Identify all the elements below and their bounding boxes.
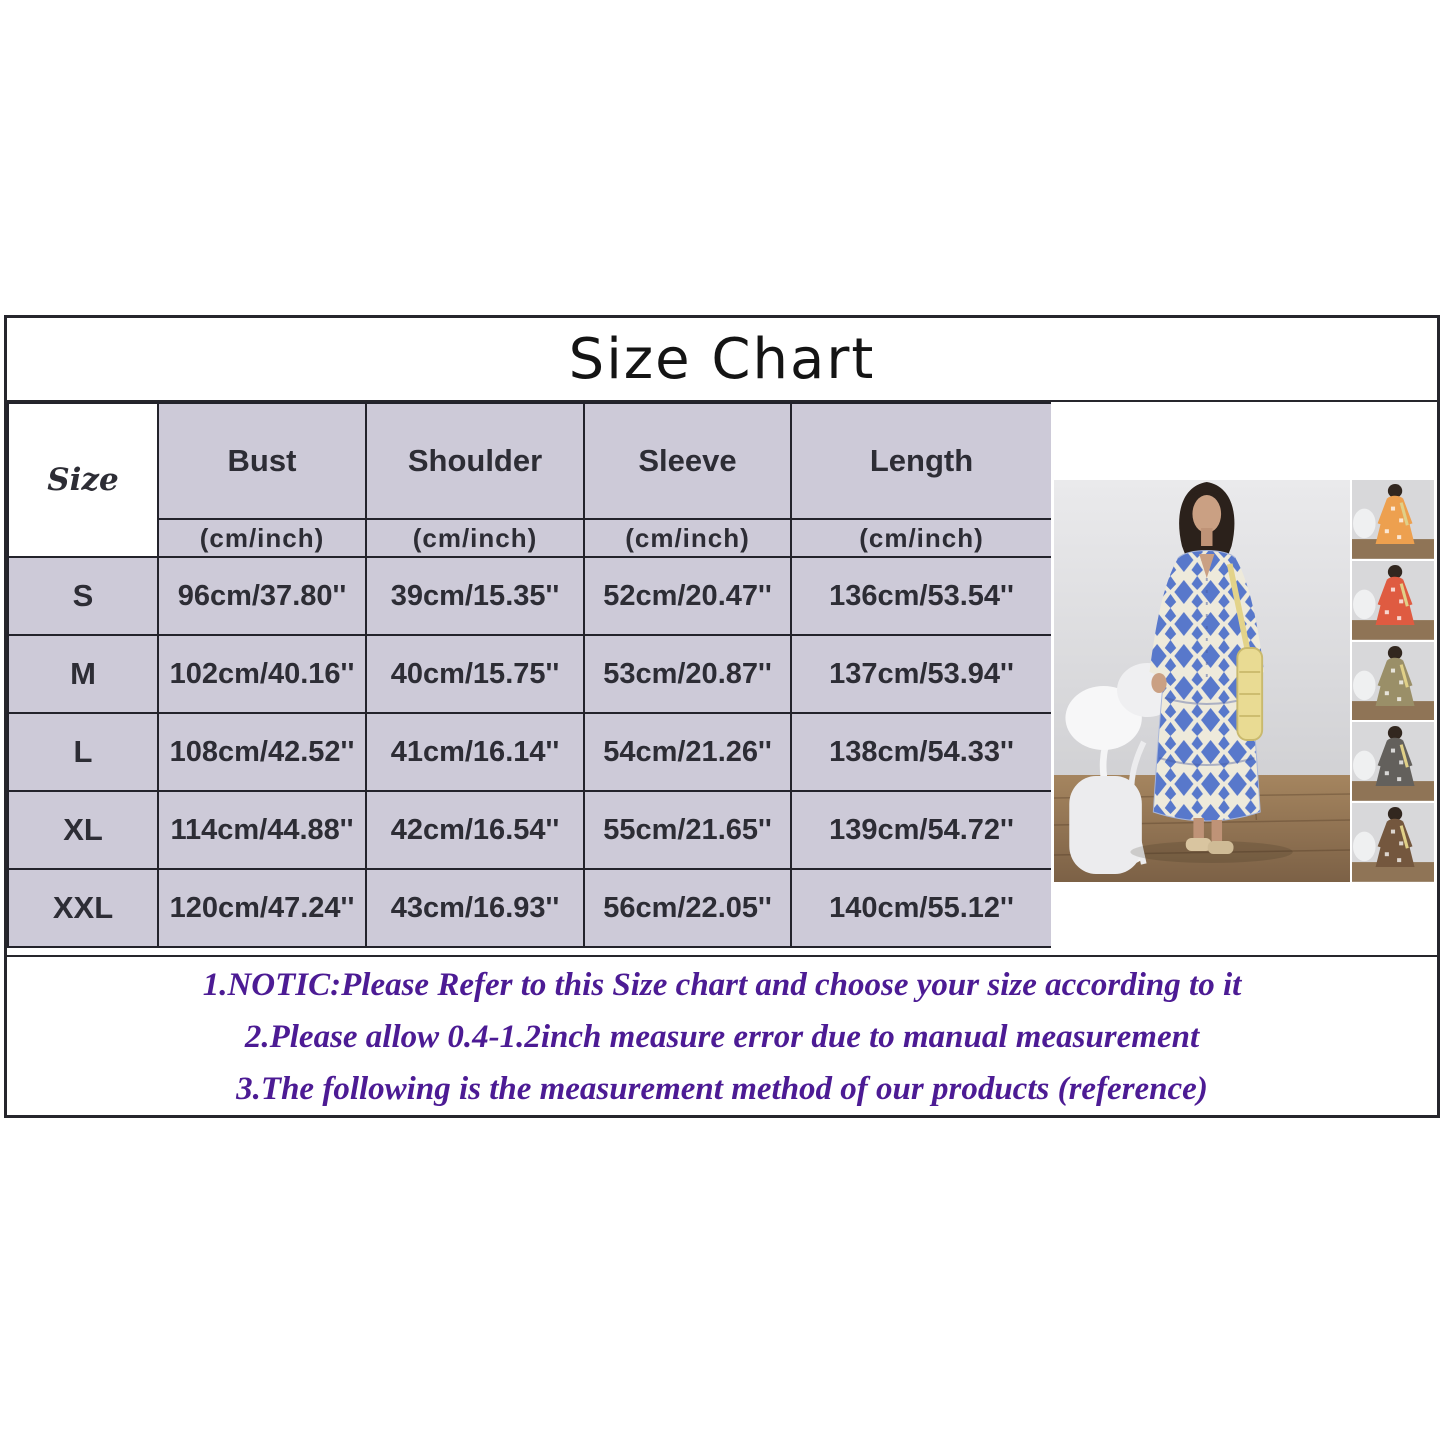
size-row-xxl — [8, 869, 1052, 947]
cell-length: 140cm/55.12'' — [791, 869, 1052, 947]
table-header-row — [8, 403, 1052, 519]
unit-row — [8, 519, 1052, 557]
cell-length: 138cm/54.33'' — [791, 713, 1052, 791]
unit-label: (cm/inch) — [791, 519, 1052, 557]
cell-sleeve: 54cm/21.26'' — [584, 713, 791, 791]
cell-shoulder: 39cm/15.35'' — [366, 557, 584, 635]
variant-dress-icon — [1352, 642, 1434, 721]
column-header-length: Length — [791, 403, 1052, 519]
cell-sleeve: 56cm/22.05'' — [584, 869, 791, 947]
cell-bust: 120cm/47.24'' — [158, 869, 366, 947]
variant-dress-icon — [1352, 803, 1434, 882]
cell-length: 139cm/54.72'' — [791, 791, 1052, 869]
cell-length: 137cm/53.94'' — [791, 635, 1052, 713]
cell-bust: 114cm/44.88'' — [158, 791, 366, 869]
cell-shoulder: 40cm/15.75'' — [366, 635, 584, 713]
notes-section — [7, 955, 1437, 1116]
unit-label: (cm/inch) — [158, 519, 366, 557]
cell-bust: 102cm/40.16'' — [158, 635, 366, 713]
size-row-xl — [8, 791, 1052, 869]
face — [1192, 495, 1221, 533]
variant-dress-icon — [1352, 561, 1434, 640]
page-title: Size Chart — [7, 318, 1437, 402]
sandal — [1186, 838, 1212, 851]
column-header-shoulder: Shoulder — [366, 403, 584, 519]
sandal — [1208, 841, 1234, 854]
color-variant-thumbnails — [1352, 480, 1434, 882]
variant-thumbnail-khaki — [1352, 642, 1434, 721]
cell-shoulder: 43cm/16.93'' — [366, 869, 584, 947]
cell-length: 136cm/53.54'' — [791, 557, 1052, 635]
variant-thumbnail-black — [1352, 722, 1434, 801]
column-header-sleeve: Sleeve — [584, 403, 791, 519]
cell-sleeve: 55cm/21.65'' — [584, 791, 791, 869]
size-chart-panel — [4, 315, 1440, 1118]
size-label: M — [8, 635, 158, 713]
cell-bust: 108cm/42.52'' — [158, 713, 366, 791]
product-main-photo — [1054, 480, 1350, 882]
variant-thumbnail-orange — [1352, 480, 1434, 559]
note-line-3: 3.The following is the measurement method of our products (reference) — [236, 1071, 1208, 1107]
note-line-2: 2.Please allow 0.4-1.2inch measure error due to manual measurement — [244, 1019, 1200, 1055]
size-label: XL — [8, 791, 158, 869]
cell-sleeve: 53cm/20.87'' — [584, 635, 791, 713]
model-photo-illustration — [1054, 480, 1350, 882]
variant-thumbnail-brown — [1352, 803, 1434, 882]
cell-bust: 96cm/37.80'' — [158, 557, 366, 635]
size-column-header: Size — [8, 403, 158, 557]
size-label: L — [8, 713, 158, 791]
cell-sleeve: 52cm/20.47'' — [584, 557, 791, 635]
size-row-m — [8, 635, 1052, 713]
variant-dress-icon — [1352, 480, 1434, 559]
column-header-bust: Bust — [158, 403, 366, 519]
product-photo-block — [1054, 480, 1434, 882]
size-label: S — [8, 557, 158, 635]
product-photo-area — [1051, 402, 1437, 955]
cell-shoulder: 41cm/16.14'' — [366, 713, 584, 791]
unit-label: (cm/inch) — [584, 519, 791, 557]
chart-body — [7, 402, 1437, 955]
size-label: XXL — [8, 869, 158, 947]
unit-label: (cm/inch) — [366, 519, 584, 557]
variant-dress-icon — [1352, 722, 1434, 801]
size-row-s — [8, 557, 1052, 635]
neck — [1201, 528, 1212, 546]
size-table — [7, 402, 1053, 948]
cell-shoulder: 42cm/16.54'' — [366, 791, 584, 869]
size-row-l — [8, 713, 1052, 791]
note-line-1: 1.NOTIC:Please Refer to this Size chart and choose your size according to it — [202, 967, 1242, 1003]
leg — [1212, 820, 1223, 844]
variant-thumbnail-red — [1352, 561, 1434, 640]
